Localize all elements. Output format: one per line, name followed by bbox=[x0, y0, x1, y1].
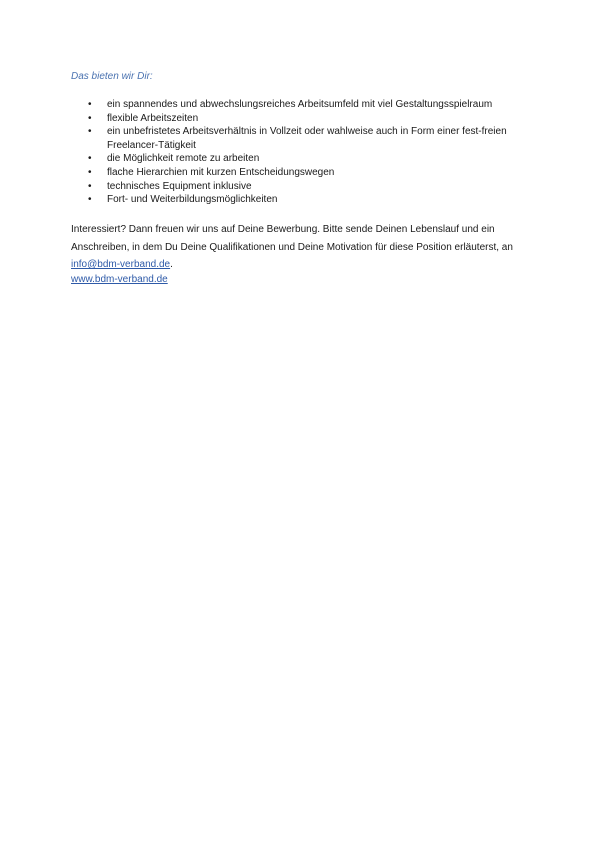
list-item-text: flexible Arbeitszeiten bbox=[107, 112, 199, 124]
list-item-text: die Möglichkeit remote zu arbeiten bbox=[107, 153, 260, 165]
bullet-icon: • bbox=[88, 166, 92, 178]
bullet-icon: • bbox=[88, 153, 92, 165]
list-item bbox=[71, 152, 541, 166]
list-item-text: ein spannendes und abwechslungsreiches Arbeitsumfeld mit viel Gestaltungsspielraum bbox=[107, 99, 493, 110]
email-link[interactable]: info@bdm-verband.de bbox=[71, 259, 171, 270]
list-item-text: Fort- und Weiterbildungsmöglichkeiten bbox=[107, 194, 278, 206]
bullet-icon: • bbox=[88, 126, 92, 138]
list-item bbox=[71, 180, 541, 194]
list-item-text: ein unbefristetes Arbeitsverhältnis in Vollzeit oder wahlweise auch in Form einer fest-freien Freelancer-Tätigkeit bbox=[107, 126, 507, 151]
bullet-icon: • bbox=[88, 99, 92, 110]
bullet-icon: • bbox=[88, 180, 92, 192]
bullet-icon: • bbox=[88, 112, 92, 124]
closing-punct: . bbox=[170, 259, 173, 270]
list-item bbox=[71, 112, 541, 126]
list-item-text: flache Hierarchien mit kurzen Entscheidungswegen bbox=[107, 166, 335, 178]
list-item bbox=[71, 166, 541, 180]
closing-text: Interessiert? Dann freuen wir uns auf Deine Bewerbung. Bitte sende Deinen Lebenslauf und ein Anschreiben, in dem Du Deine Qualifikationen und Deine Motivation für diese Position erläuterst, an bbox=[71, 224, 513, 253]
list-item bbox=[71, 125, 541, 152]
closing-paragraph bbox=[71, 221, 541, 274]
bullet-icon: • bbox=[88, 194, 92, 206]
list-item-text: technisches Equipment inklusive bbox=[107, 180, 252, 192]
list-item bbox=[71, 98, 541, 112]
benefits-list bbox=[71, 98, 541, 207]
section-heading: Das bieten wir Dir: bbox=[71, 71, 153, 82]
website-link[interactable]: www.bdm-verband.de bbox=[71, 274, 168, 285]
list-item bbox=[71, 193, 541, 207]
